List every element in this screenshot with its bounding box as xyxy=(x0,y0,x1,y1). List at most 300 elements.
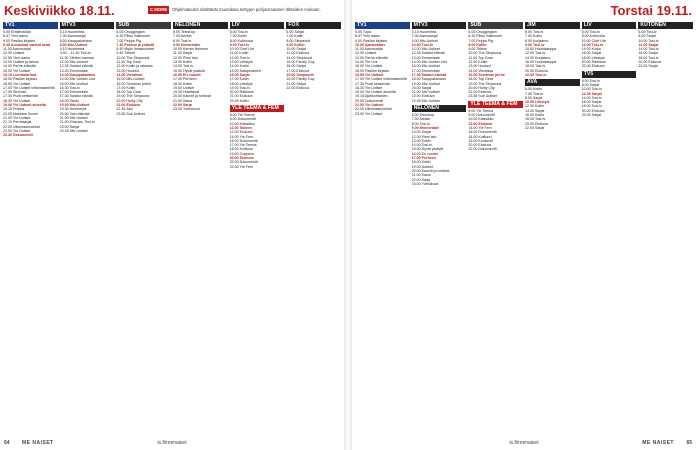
program-entry: 9.00 Tosi-tv xyxy=(229,42,250,47)
page-number: 65 xyxy=(686,440,692,446)
program-entry: 13.00 Emmerdale xyxy=(411,55,441,60)
program-entry: 7.00 Aamusarjat xyxy=(59,34,86,39)
program-entry: 10.00 Tosi-tv xyxy=(638,38,659,43)
program-entry: 9.00 Mtv-Uutiset xyxy=(59,42,88,47)
program-entry: 21.00 Elokuva xyxy=(116,103,141,108)
program-entry: 20.00 Elokuva xyxy=(525,121,548,126)
program-entry: 6.00 Teleshop xyxy=(411,113,434,118)
program-entry: 23.00 Yöelokuva xyxy=(411,181,439,186)
program-entry: 6.15 Huomenta xyxy=(411,30,437,34)
listing-column xyxy=(116,20,171,436)
ad-text: Ohjelmatiedot sisältävät muutoksia tiettyjen pohjoismaisten lähteiden mukaan. xyxy=(172,7,321,12)
program-entry: 18.00 Tosi-tv xyxy=(525,117,546,122)
program-entry: 13.00 Uutiset ja talous xyxy=(3,60,39,65)
program-entry: 16.00 Pasilan kirjasto xyxy=(355,68,390,73)
ad-logo: C MORE xyxy=(150,7,168,12)
program-entry: 13.00 Perhe-elämää xyxy=(355,55,388,60)
day-title: Keskiviikko 18.11. xyxy=(4,3,115,18)
program-entry: 9.10 Huomenta xyxy=(59,47,85,52)
program-entry: 16.00 Pasilan kirjasto xyxy=(3,77,38,82)
program-entry: 14.00 Mtv Uutiset Live xyxy=(411,60,448,65)
program-entry: 8.00 Tosi-tv xyxy=(411,121,430,126)
program-entry: 14.00 Tosi-tv xyxy=(173,64,194,69)
program-entry: 6.00 Chuggington xyxy=(116,30,145,34)
program-entry: 19.00 Uutiset xyxy=(173,85,195,90)
program-entry: 17.30 Puoli seitsemän xyxy=(3,94,39,99)
program-entry: 14.00 Tosi-tv xyxy=(411,143,432,148)
program-entry: 22.00 Ulkomaanuutiset xyxy=(3,124,40,129)
channel-header: FOX xyxy=(286,22,341,29)
program-entry: 12.00 Uutiset xyxy=(355,51,377,56)
program-entry: 20.00 Rakkaus xyxy=(229,90,254,95)
program-entry: 22.00 Elokuva xyxy=(286,85,310,90)
program-entry: 16.55 Yle Uutiset xyxy=(3,81,31,86)
program-entry: 9.00 Tohtori xyxy=(468,47,488,52)
program-entry: 15.10 Luontotarinat xyxy=(3,72,37,77)
program-entry: 9.00 Dokumentti xyxy=(468,113,495,118)
program-entry: 17.00 Emmerdale xyxy=(59,90,89,95)
program-entry: 8.00 Simpsonit xyxy=(286,38,311,43)
program-entry: 16.00 Serranon perhe xyxy=(116,81,152,86)
program-entry: 8.00 Tosi-tv xyxy=(173,38,192,43)
program-entry: 20.00 Vain elämää xyxy=(59,111,90,116)
program-entry: 12.00 Uutiset xyxy=(3,51,25,56)
program-entry: 12.00 Sarjat xyxy=(581,91,602,96)
program-entry: 22.00 Elokuva xyxy=(411,94,435,99)
program-entry: 10.00 Kerran Nelonen xyxy=(173,47,209,52)
program-entry: 13.00 Emmerdale xyxy=(59,68,89,73)
program-entry: 23.00 Yöelokuva xyxy=(173,107,200,112)
program-entry: 14.00 Simpsonit xyxy=(286,55,313,60)
channel-header: YLE TEEMA & FEM xyxy=(230,105,285,112)
program-entry: 6.00 Tosi-tv xyxy=(525,30,544,34)
program-entry: 20.00 Rakkaus xyxy=(581,60,606,65)
program-entry: 20.00 Family Guy xyxy=(286,77,315,82)
listing-column xyxy=(412,20,467,436)
program-entry: 12.00 Sarjat xyxy=(638,42,659,47)
program-entry: 12.00 Elokuva xyxy=(286,51,310,56)
channel-header: TV5 xyxy=(582,71,637,78)
program-entry: 16.00 Serranon perhe xyxy=(468,72,505,77)
program-entry: 18.00 Tosi-tv xyxy=(525,64,546,69)
program-entry: 15.00 Family Guy xyxy=(286,60,315,65)
program-entry: 20.00 Elokuva xyxy=(581,108,605,113)
program-entry: 14.00 Vieraissa xyxy=(116,72,143,77)
program-entry: 9.40 – 11.30 Tosi-tv xyxy=(59,51,91,56)
program-entry: 9.00 Emmerdale xyxy=(411,125,440,130)
program-entry: 18.30 Yle Uutiset xyxy=(3,98,31,103)
page-footer xyxy=(352,440,696,448)
program-entry: 20.00 Holby City xyxy=(116,98,143,103)
program-entry: 18.00 Tosi-tv xyxy=(581,104,602,109)
program-entry: 17.00 Yle Uutiset viittomakielellä xyxy=(355,77,407,82)
program-entry: 17.00 Emmerdale xyxy=(411,68,441,73)
program-entry: 12.00 Mtv-Uutiset xyxy=(59,60,88,65)
program-entry: 6.57 Ylen aamu xyxy=(3,34,29,39)
program-entry: 14.00 Tosi-tv xyxy=(581,95,602,100)
channel-header: TV1 xyxy=(355,22,410,29)
program-entry: 11.00 Taiteen xyxy=(229,125,252,130)
program-entry: 20.00 Sarjat xyxy=(411,85,432,90)
program-entry: 20.00 Kauniit ja rohkeat xyxy=(411,168,450,173)
program-entry: 8.00 Korjaamo xyxy=(525,38,549,43)
program-entry: 14.00 Kodin xyxy=(229,64,249,69)
listing-column xyxy=(582,20,637,436)
program-entry: 20.00 Elokuva xyxy=(638,60,662,65)
program-entry: 12.00 Pieni talo xyxy=(173,55,198,60)
program-entry: 18.00 Kulttuuri xyxy=(468,134,492,139)
program-entry: 23.55 Sub Uutiset xyxy=(468,94,497,99)
channel-header: NELONEN xyxy=(173,22,228,29)
program-entry: 19.00 Uutiset xyxy=(411,164,433,169)
program-entry: 10.00 Chef Life xyxy=(229,47,255,52)
program-entry: 14.00 Vieraissa xyxy=(468,68,494,73)
program-entry: 6.00 Tosi-tv xyxy=(229,30,248,34)
program-entry: 8.55 Kauppakanava xyxy=(59,38,92,43)
program-entry: 8.40 Myös ihmissuhteet xyxy=(116,47,155,52)
program-entry: 6.00 Chuggington xyxy=(468,30,497,34)
program-entry: 21.00 Elokuva xyxy=(468,90,492,95)
program-entry: 21.00 Ihana xyxy=(173,98,193,103)
program-entry: 6.00 Teleshop xyxy=(173,30,196,34)
site-url[interactable]: is.fi/menaiset xyxy=(157,440,187,446)
program-entry: 23.55 Sub Uutiset xyxy=(116,111,145,116)
program-entry: 17.05 Strömsö xyxy=(3,90,27,95)
program-entry: 11.00 Top Gear xyxy=(116,60,141,65)
program-entry: 8.00 Yle Teema xyxy=(229,113,255,118)
program-entry: 8.00 Sarjat xyxy=(638,34,656,39)
program-entry: 6.30 Pikku Kakkonen xyxy=(468,34,503,39)
program-entry: 19.00 Yle Uutiset alueelta xyxy=(3,103,46,108)
program-entry: 21.10 Perhesarjat xyxy=(3,120,32,125)
program-entry: 16.00 Sarjat xyxy=(229,72,250,77)
program-entry: 20.00 Elokuva xyxy=(229,156,254,161)
program-entry: 16.00 Dokumentti xyxy=(229,138,258,143)
program-entry: 12.00 Kotiin ja rakkaus xyxy=(116,64,153,69)
program-entry: 8.00 Yle Teema xyxy=(468,108,494,113)
program-entry: 18.00 Lifestyle xyxy=(581,55,605,60)
program-entry: 21.00 Elokuva xyxy=(229,94,253,99)
listing-column xyxy=(230,20,285,436)
page-gutter xyxy=(344,0,352,450)
program-entry: 17.00 Perheen xyxy=(173,77,197,82)
program-entry: 20.00 Elokuva xyxy=(525,68,548,73)
program-entry: 13.00 Hooked xyxy=(468,64,491,69)
program-entry: 10.00 Klassikko xyxy=(468,117,494,122)
program-entry: 12.55 Ylen aamu xyxy=(3,55,31,60)
program-entry: 8.00 Kotiruoka xyxy=(229,38,253,43)
program-entry: 16.00 Mtv-Uutiset xyxy=(59,81,88,86)
program-entry: 21.00 Mtv Uutiset xyxy=(59,115,88,120)
program-entry: 20.00 Kauniit ja rohkeat xyxy=(173,94,211,99)
program-entry: 15.00 Mtv-Uutiset xyxy=(116,77,145,82)
program-entry: 13.00 Kotiin xyxy=(173,60,192,65)
program-entry: 19.00 Mtv-Uutiset xyxy=(411,81,440,86)
program-entry: 7.00 Kotiin xyxy=(286,34,304,39)
day-title: Torstai 19.11. xyxy=(610,3,692,18)
listing-columns xyxy=(3,20,341,436)
program-entry: 7.00 Peppa Pig xyxy=(468,38,493,43)
program-entry: 6.30 Pikku Kakkonen xyxy=(116,34,151,39)
program-entry: 10.00 Chef Life xyxy=(581,38,607,43)
channel-header: JIM xyxy=(525,22,580,29)
program-entry: 12.00 Tosi-tv xyxy=(525,51,546,56)
program-entry: 22.00 Ulkomaanuutiset xyxy=(355,107,392,112)
program-entry: 9.00 Pasilan kirjasto xyxy=(355,38,388,43)
program-entry: 18.00 Taisto xyxy=(59,98,79,103)
program-entry: 8.00 Sarjat xyxy=(581,82,600,87)
program-entry: 18.00 Tosi-tv xyxy=(638,55,659,60)
program-entry: 14.00 Yle Live xyxy=(355,60,378,65)
program-entry: 18.00 Top Gear xyxy=(468,77,494,82)
program-entry: 12.00 Mtv-Uutiset xyxy=(411,47,440,52)
program-entry: 16.00 Sarjat xyxy=(581,51,602,56)
program-entry: 11.00 Sarjat xyxy=(173,51,193,56)
program-entry: 19.00 The Simpsons xyxy=(116,94,150,99)
program-entry: 15.00 Yle Uutiset xyxy=(355,64,383,69)
program-entry: 15.00 Hyvät ystävät xyxy=(173,68,205,73)
program-entry: 23.00 Yle Uutiset xyxy=(355,111,383,116)
program-entry: 10.00 The Simpsons xyxy=(116,55,150,60)
left-page xyxy=(0,0,344,450)
channel-header: YLE TEEMA & FEM xyxy=(468,101,523,108)
program-entry: 14.00 Yle Fem xyxy=(229,134,253,139)
program-entry: 22.00 Sarja xyxy=(411,177,431,182)
program-entry: 14.00 Perhe-elämää xyxy=(3,64,36,69)
program-entry: 21.00 Yle Uutiset xyxy=(355,103,384,108)
program-entry: 13.30 Kauppakanava xyxy=(59,72,96,77)
program-entry: 22.00 Sarjat xyxy=(638,64,658,69)
program-entry: 17.00 Yle Uutiset viittomakielellä xyxy=(3,85,55,90)
program-entry: 11.00 Kotiin xyxy=(229,51,249,56)
program-entry: 19.00 Ooppera xyxy=(229,151,254,156)
program-entry: 22.00 Sarjat xyxy=(525,125,545,130)
listing-column xyxy=(638,20,693,436)
program-entry: 11.00 Aamusarjat xyxy=(355,47,383,52)
program-entry: 17.00 Kotiin xyxy=(229,77,249,82)
program-entry: 13.00 Hooked xyxy=(116,68,139,73)
program-entry: 12.00 Tosi-tv xyxy=(581,42,604,47)
program-entry: 7.00 Peppa Pig xyxy=(116,38,141,43)
program-entry: 18.00 Kauppakanava xyxy=(411,77,446,82)
program-entry: 8.00 Sarjat xyxy=(525,95,543,100)
program-entry: 12.35 Salatut elämät xyxy=(59,64,93,69)
program-entry: 21.00 Ihana xyxy=(411,173,431,178)
program-entry: 21.00 Yle Uutiset xyxy=(3,115,31,120)
program-entry: 17.00 Perheen xyxy=(411,156,436,161)
program-entry: 7.00 Arkisin xyxy=(411,117,431,122)
program-entry: 19.15 Prisma xyxy=(3,107,25,112)
program-entry: 19.30 Huvittavat xyxy=(173,90,199,95)
program-entry: 11.00 Aamusarjat xyxy=(3,47,31,52)
listing-columns xyxy=(355,20,693,436)
program-entry: 10.00 Huutokauppa xyxy=(525,47,557,52)
program-entry: 15.00 Hyvät ystävät xyxy=(411,147,444,152)
program-entry: 12.00 Kotiin xyxy=(525,104,544,109)
program-entry: 15.00 Salaperäinen xyxy=(229,68,261,73)
program-entry: 16.00 Sarjat xyxy=(638,51,658,56)
program-entry: 14.00 Sarjat xyxy=(525,108,545,113)
channel-header: AVA xyxy=(525,79,580,86)
program-entry: 23.45 Mtv Uutiset xyxy=(59,128,88,133)
program-entry: 10.00 Sarjat xyxy=(286,47,306,52)
program-entry: 14.00 Mtv Uutiset Live xyxy=(59,77,96,82)
program-entry: 10.00 Ajankohtais xyxy=(355,42,386,47)
program-entry: 17.30 Salatut elämät xyxy=(59,94,93,99)
program-entry: 6.15 Huomenta xyxy=(59,30,85,34)
program-entry: 20.00 Elokuva xyxy=(468,143,492,148)
program-entry: 18.00 Kotiin xyxy=(411,160,431,165)
program-entry: 6.00 Tosi-tv xyxy=(581,30,600,34)
program-entry: 19.00 The Simpsons xyxy=(468,81,502,86)
program-entry: 22.00 Sarjat xyxy=(581,113,602,118)
program-entry: 14.00 Korjaamo xyxy=(525,55,551,60)
program-entry: 6.00 Kotiin xyxy=(525,87,542,92)
channel-header: TV1 xyxy=(3,22,58,29)
program-entry: 19.00 Tosi-tv xyxy=(229,85,250,90)
program-entry: 12.35 Salatut elämät xyxy=(411,51,445,56)
program-entry: 9.00 Dokumentti xyxy=(229,117,256,122)
program-entry: 12.00 Kotiin xyxy=(468,60,488,65)
program-entry: 16.00 Sarjat xyxy=(286,64,306,69)
program-entry: 16.00 Kotiin xyxy=(525,113,544,118)
program-entry: 16.00 Huutokauppa xyxy=(525,60,557,65)
program-entry: 22.45 Kotiin xyxy=(229,98,249,103)
channel-header: SUB xyxy=(468,22,523,29)
program-entry: 16.30 Tosi-tv xyxy=(59,85,80,90)
program-entry: 16.00 Sarjat xyxy=(581,100,602,105)
program-entry: 11.30 Tähtien kanssa xyxy=(59,55,94,60)
program-entry: 16.00 Dokumentti xyxy=(468,130,497,135)
program-entry: 7.00 Aamusarjat xyxy=(411,34,438,39)
page-footer xyxy=(0,440,344,448)
program-entry: 7.40 Ponnot ja ystävät xyxy=(116,42,155,47)
program-entry: 21.00 Sarjat xyxy=(286,81,306,86)
program-entry: 19.00 Konsertti xyxy=(468,138,493,143)
program-entry: 21.50 Elokuva: Tosi-tv xyxy=(59,120,95,125)
program-entry: 9.40 Tohtori xyxy=(116,51,136,56)
program-entry: 7.00 Tosi-tv xyxy=(525,91,544,96)
program-entry: 13.00 Kotiin xyxy=(411,138,431,143)
program-entry: 18.00 Lifestyle xyxy=(229,81,253,86)
program-entry: 22.00 Dokumentti xyxy=(229,160,258,165)
program-entry: 22.00 Tosi-tv xyxy=(525,72,547,77)
program-entry: 9.00 Pasilan kirjasto xyxy=(3,38,36,43)
channel-header: MTV3 xyxy=(60,22,115,29)
channel-header: SUB xyxy=(116,22,171,29)
program-entry: 22.00 Dokumentti xyxy=(468,147,497,152)
program-entry: 23.00 Yle Uutiset xyxy=(3,128,31,133)
program-entry: 10.00 Tosi-tv xyxy=(581,87,602,92)
ad-strip xyxy=(148,6,342,14)
program-entry: 5.55 Tupa xyxy=(355,30,371,34)
program-entry: 7.00 Arkisin xyxy=(173,34,192,39)
program-entry: 18.00 Kotiin xyxy=(173,81,192,86)
channel-header: MTV3 xyxy=(412,22,467,29)
program-entry: 20.00 Dokumentti xyxy=(355,98,384,103)
program-entry: 6.00 Tosi-tv xyxy=(638,30,657,34)
channel-header: LIV xyxy=(230,22,285,29)
channel-header: NELONEN xyxy=(412,105,467,112)
program-entry: 10.00 Klassikko xyxy=(229,121,255,126)
program-entry: 19.00 Mtv-Uutiset xyxy=(59,103,90,108)
program-entry: 17.30 Puoli seitsemän xyxy=(355,81,391,86)
program-entry: 8.00 Kotiruoka xyxy=(581,34,605,39)
program-entry: 23.45 Mtv Uutiset xyxy=(411,98,440,103)
program-entry: 10.00 The Simpsons xyxy=(468,51,502,56)
program-entry: 6.00 Tosi-tv xyxy=(581,78,600,83)
program-entry: 8.00 Kotiin xyxy=(468,42,487,47)
program-entry: 15.00 Yle Uutiset xyxy=(3,68,31,73)
listing-column xyxy=(468,20,523,436)
program-entry: 6.57 Ylen aamu xyxy=(355,34,381,39)
program-entry: 16.00 Eri vuodet xyxy=(173,72,201,77)
program-entry: 18.30 Yle Uutiset xyxy=(355,85,383,90)
right-page xyxy=(352,0,696,450)
program-entry: 23.30 Yle Fem xyxy=(229,164,253,169)
channel-header: KUTONEN xyxy=(638,22,693,29)
listing-column xyxy=(173,20,228,436)
program-entry: 17.00 Yle Teema xyxy=(229,143,257,148)
program-entry: 12.00 Elokuva xyxy=(229,130,253,135)
program-entry: 7.00 Kotiin xyxy=(525,34,542,39)
program-entry: 23.30 Dokumentti xyxy=(3,133,33,138)
program-entry: 12.00 Tosi-tv xyxy=(229,55,250,60)
program-entry: 22.00 Elokuva xyxy=(581,64,605,69)
program-entry: 22.45 Jani xyxy=(116,107,133,112)
listing-column xyxy=(60,20,115,436)
program-entry: 9.35 Arvokkaat vanhat asiat xyxy=(3,42,51,47)
program-entry: 17.00 Elokuva xyxy=(286,68,310,73)
program-entry: 18.00 Top Gear xyxy=(116,90,142,95)
program-entry: 5.55 Erätietokilpa xyxy=(3,30,31,34)
program-entry: 6.00 Sarjat xyxy=(286,30,304,34)
magazine-name: ME NAISET xyxy=(642,440,674,446)
site-url[interactable]: is.fi/menaiset xyxy=(509,440,539,446)
program-entry: 13.00 Lifestyle xyxy=(229,60,253,65)
program-entry: 21.00 Mtv Uutiset xyxy=(411,90,440,95)
program-entry: 20.00 Holby City xyxy=(468,85,495,90)
listing-column xyxy=(525,20,580,436)
program-entry: 12.00 Pieni talo xyxy=(411,134,437,139)
program-entry: 14.00 Kodin xyxy=(581,47,601,52)
program-entry: 18.00 Kulttuuri xyxy=(229,147,253,152)
program-entry: 10.00 Sarjat xyxy=(411,130,432,135)
program-entry: 23.00 Sarjat xyxy=(59,124,80,129)
program-entry: 12.00 Elokuva xyxy=(468,121,493,126)
program-entry: 19.30 Huomenta xyxy=(59,107,87,112)
magazine-name: ME NAISET xyxy=(22,440,54,446)
program-entry: 16.00 Mtv-Uutiset xyxy=(411,64,440,69)
program-entry: 7.00 Kotiin xyxy=(229,34,247,39)
program-entry: 19.15 Ajankohtainen xyxy=(355,94,388,99)
program-entry: 22.00 Sarja xyxy=(173,103,192,108)
program-entry: 16.00 Eri vuodet xyxy=(411,151,438,156)
program-entry: 20.00 Mahtava Suomi xyxy=(3,111,38,116)
program-entry: 9.00 Mtv-Uutiset xyxy=(411,38,438,43)
program-entry: 16.55 Yle Uutiset xyxy=(355,72,384,77)
program-entry: 11.00 Top Gear xyxy=(468,55,493,60)
channel-header: LIV xyxy=(582,22,637,29)
program-entry: 10.00 Lifestyle xyxy=(525,100,550,105)
listing-column xyxy=(286,20,341,436)
listing-column xyxy=(3,20,58,436)
program-entry: 19.00 Simpsonit xyxy=(286,72,314,77)
program-entry: 19.00 Yle Uutiset alueelta xyxy=(355,90,396,95)
listing-column xyxy=(355,20,410,436)
program-entry: 9.00 Emmerdale xyxy=(173,42,201,47)
program-entry: 14.00 Yle Fem xyxy=(468,125,492,130)
